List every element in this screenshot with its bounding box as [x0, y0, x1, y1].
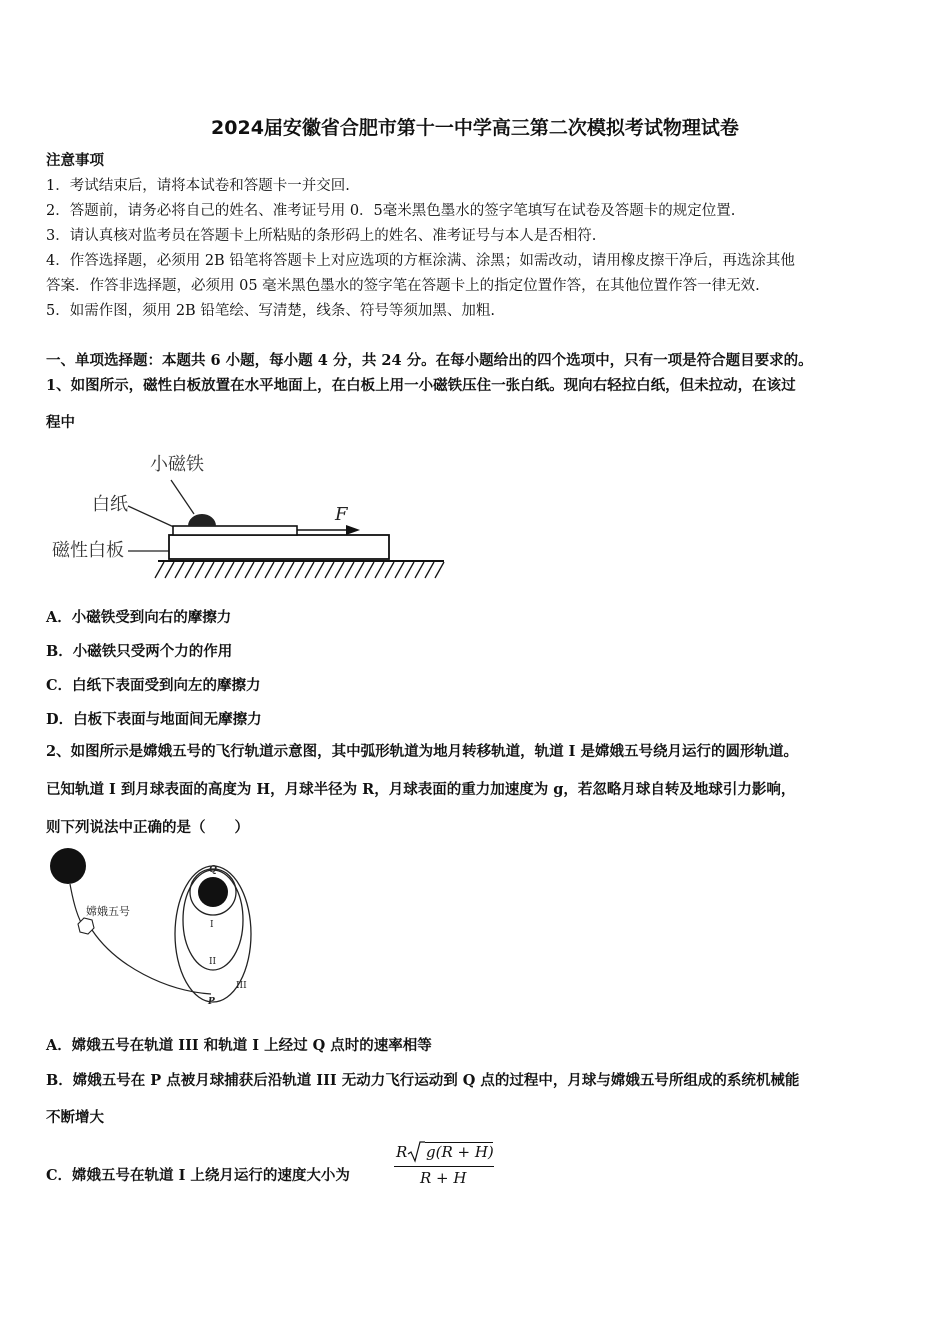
- notice-heading: 注意事项: [46, 152, 104, 169]
- label-q: Q: [209, 865, 217, 875]
- hatch-line: [365, 562, 374, 578]
- sqrt-icon: [407, 1140, 425, 1164]
- hatch-line: [255, 562, 264, 578]
- hatch-line: [285, 562, 294, 578]
- hatch-line: [395, 562, 404, 578]
- label-magnet: 小磁铁: [150, 454, 204, 475]
- page-title: 2024届安徽省合肥市第十一中学高三第二次模拟考试物理试卷: [211, 117, 739, 139]
- q1-option-c: C．白纸下表面受到向左的摩擦力: [46, 677, 261, 694]
- magnetic-board: [169, 535, 389, 559]
- notice-item: 2．答题前，请务必将自己的姓名、准考证号用 0．5毫米黑色墨水的签字笔填写在试卷及答题卡的规定位置.: [46, 203, 736, 219]
- hatch-line: [335, 562, 344, 578]
- label-iii: III: [236, 981, 247, 991]
- q1-figure: [46, 448, 456, 588]
- label-ii: II: [209, 957, 217, 967]
- hatch-line: [175, 562, 184, 578]
- hatch-line: [375, 562, 384, 578]
- notice-item: 3．请认真核对监考员在答题卡上所粘贴的条形码上的姓名、准考证号与本人是否相符.: [46, 228, 597, 244]
- hatch-line: [305, 562, 314, 578]
- q2-option-b: B．嫦娥五号在 P 点被月球捕获后沿轨道 III 无动力飞行运动到 Q 点的过程中，月球与嫦娥五号所组成的系统机械能: [46, 1072, 800, 1089]
- hatch-line: [275, 562, 284, 578]
- white-paper: [173, 526, 297, 535]
- earth: [50, 848, 86, 884]
- label-force: F: [335, 504, 348, 525]
- moon: [198, 877, 228, 907]
- hatch-line: [425, 562, 434, 578]
- hatch-line: [325, 562, 334, 578]
- notice-item: 答案．作答非选择题，必须用 05 毫米黑色墨水的签字笔在答题卡上的指定位置作答，在其他位置作答一律无效.: [46, 278, 760, 294]
- q2-stem: 2、如图所示是嫦娥五号的飞行轨道示意图，其中弧形轨道为地月转移轨道，轨道 I 是嫦娥五号绕月运行的圆形轨道。: [46, 743, 798, 760]
- hatch-line: [215, 562, 224, 578]
- hatch-line: [245, 562, 254, 578]
- fraction-bar: [394, 1166, 494, 1167]
- hatch-line: [195, 562, 204, 578]
- q1-stem: 1、如图所示，磁性白板放置在水平地面上，在白板上用一小磁铁压住一张白纸。现向右轻拉白纸，但未拉动，在该过: [46, 377, 796, 394]
- formula-numerator-r: R: [396, 1143, 408, 1161]
- label-board: 磁性白板: [52, 540, 124, 561]
- q1-option-a: A．小磁铁受到向右的摩擦力: [46, 609, 232, 626]
- formula-denominator: R + H: [420, 1169, 467, 1187]
- q2-option-c-formula: [394, 1138, 498, 1194]
- hatch-line: [225, 562, 234, 578]
- hatch-line: [235, 562, 244, 578]
- hatch-line: [355, 562, 364, 578]
- notice-item: 4．作答选择题，必须用 2B 铅笔将答题卡上对应选项的方框涂满、涂黑；如需改动，请用橡皮擦干净后，再选涂其他: [46, 253, 795, 269]
- q2-option-a: A．嫦娥五号在轨道 III 和轨道 I 上经过 Q 点时的速率相等: [46, 1037, 432, 1054]
- label-paper: 白纸: [92, 494, 128, 515]
- formula-radicand: g(R + H): [426, 1143, 494, 1161]
- magnet: [188, 514, 216, 526]
- label-p: P: [208, 997, 215, 1007]
- notice-item: 5．如需作图，须用 2B 铅笔绘、写清楚，线条、符号等须加黑、加粗.: [46, 303, 495, 319]
- q1-stem: 程中: [46, 414, 75, 431]
- hatch-line: [185, 562, 194, 578]
- notice-item: 1．考试结束后，请将本试卷和答题卡一并交回.: [46, 178, 350, 194]
- q2-option-c: C．嫦娥五号在轨道 I 上绕月运行的速度大小为: [46, 1167, 350, 1184]
- label-probe: 嫦娥五号: [86, 905, 130, 918]
- q2-option-b-cont: 不断增大: [46, 1109, 104, 1126]
- hatch-line: [155, 562, 164, 578]
- hatch-line: [405, 562, 414, 578]
- q1-option-b: B．小磁铁只受两个力的作用: [46, 643, 233, 660]
- q1-option-d: D．白板下表面与地面间无摩擦力: [46, 711, 262, 728]
- hatch-line: [265, 562, 274, 578]
- hatch-line: [165, 562, 174, 578]
- hatch-line: [435, 562, 444, 578]
- hatch-line: [345, 562, 354, 578]
- q2-stem: 已知轨道 I 到月球表面的高度为 H，月球半径为 R，月球表面的重力加速度为 g，若忽略月球自转及地球引力影响，: [46, 781, 796, 798]
- hatch-line: [385, 562, 394, 578]
- hatch-line: [315, 562, 324, 578]
- hatch-line: [415, 562, 424, 578]
- label-i: I: [210, 920, 214, 930]
- section-heading: 一、单项选择题：本题共 6 小题，每小题 4 分，共 24 分。在每小题给出的四个选项中，只有一项是符合题目要求的。: [46, 352, 813, 369]
- hatch-line: [205, 562, 214, 578]
- hatch-line: [295, 562, 304, 578]
- q2-figure: [46, 846, 276, 1011]
- q2-stem: 则下列说法中正确的是（ ）: [46, 819, 249, 836]
- ground-hatching: [155, 562, 444, 578]
